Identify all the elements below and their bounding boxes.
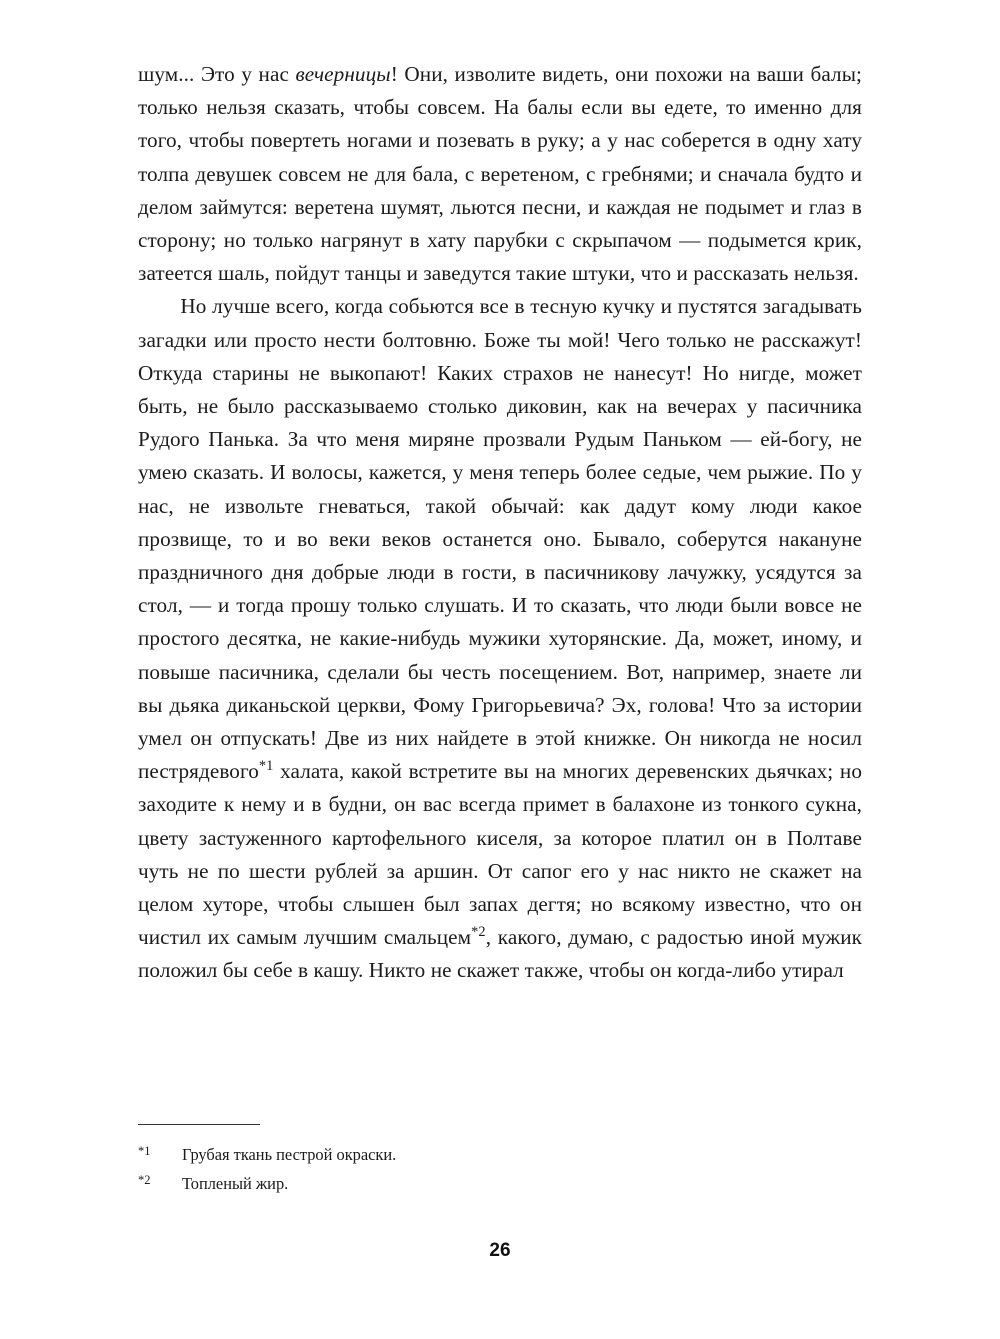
footnote-marker-2: *2	[138, 1173, 151, 1187]
footnote-text-1: Грубая ткань пестрой окраски.	[182, 1145, 397, 1164]
footnote-ref-1[interactable]: *1	[258, 758, 274, 775]
footnote-ref-2[interactable]: *2	[471, 924, 486, 941]
paragraph-1	[138, 58, 862, 290]
footnote-item-1	[138, 1141, 862, 1170]
footnote-item-2	[138, 1170, 862, 1199]
paragraph-1-italic-term: вечерницы	[295, 62, 391, 86]
paragraph-2-segment-3: халата, какой встретите вы на многих деревенских дьячках; но заходите к нему и в будни, он вас всегда примет в балахоне из тонкого сукна, цвету застуженного картофельного киселя, за которое платил он в Полтаве чуть не по шести рублей за аршин. От сапог его у нас никто не скажет на целом хуторе, чтобы слышен был запах дегтя; но всякому известно, что он чистил их самым лучшим смальцем	[138, 759, 862, 950]
page-number: 26	[489, 1240, 511, 1261]
page-body	[138, 58, 862, 988]
paragraph-1-segment-3: ! Они, изволите видеть, они похожи на ваши балы; только нельзя сказать, чтобы совсем. На балы если вы едете, то именно для того, чтобы повертеть ногами и позевать в руку; а у нас соберется в одну хату толпа девушек совсем не для бала, с веретеном, с гребнями; и сначала будто и делом займутся: веретена шумят, льются песни, и каждая не подымет и глаз в сторону; но только нагрянут в хату парубки с скрыпачом — подымется крик, затеется шаль, пойдут танцы и заведутся такие штуки, что и рассказать нельзя.	[138, 62, 862, 286]
paragraph-1-segment-1: шум... Это у нас	[138, 62, 296, 86]
paragraph-2	[138, 290, 862, 987]
footnote-section	[138, 1124, 862, 1199]
paragraph-2-segment-1: Но лучше всего, когда собьются все в тесную кучку и пустятся загадывать загадки или просто нести болтовню. Боже ты мой! Чего только не расскажут! Откуда старины не выкопают! Каких страхов не нанесут! Но нигде, может быть, не было рассказываемо столько диковин, как на вечерах у пасичника Рудого Панька. За что меня миряне прозвали Рудым Паньком — ей-богу, не умею сказать. И волосы, кажется, у меня теперь более седые, чем рыжие. По у нас, не извольте гневаться, такой обычай: как дадут кому люди какое прозвище, то и во веки веков останется оно. Бывало, соберутся накануне праздничного дня добрые люди в гости, в пасичникову лачужку, усядутся за стол, — и тогда прошу только слушать. И то сказать, что люди были вовсе не простого десятка, не какие-нибудь мужики хуторянские. Да, может, иному, и повыше пасичника, сделали бы честь посещением. Вот, например, знаете ли вы дьяка диканьской церкви, Фому Григорьевича? Эх, голова! Что за истории умел он отпускать! Две из них найдете в этой книжке. Он никогда не носил пестрядевого	[138, 294, 862, 784]
paragraph-2-segment-5: , какого, думаю, с радостью иной мужик положил бы себе в кашу. Никто не скажет также, чтобы он когда-либо утирал	[138, 925, 862, 983]
footnote-text-2: Топленый жир.	[182, 1174, 289, 1193]
footnote-divider	[138, 1124, 260, 1125]
footnote-marker-1: *1	[138, 1144, 151, 1158]
